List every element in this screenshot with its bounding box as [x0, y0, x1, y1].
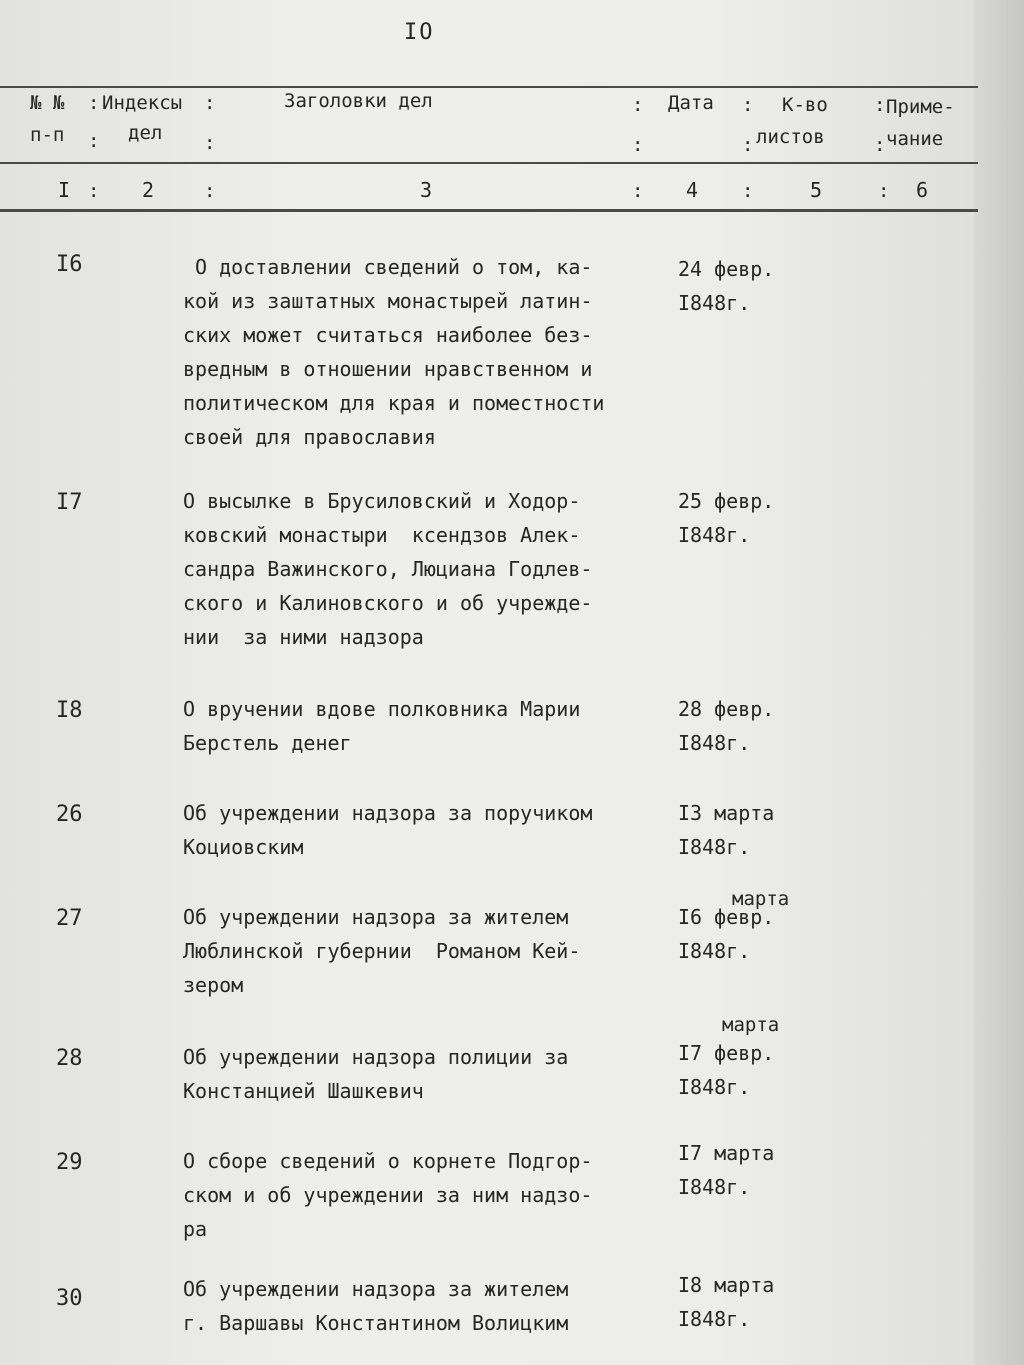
page-edge — [974, 0, 1024, 1365]
header-index-sublabel: дел — [128, 122, 163, 144]
header-separator: : — [874, 134, 886, 156]
column-number: 2 — [142, 178, 155, 202]
column-number: 4 — [686, 178, 699, 202]
header-separator: : — [632, 134, 644, 156]
date-correction: марта — [732, 888, 790, 910]
header-titles-label: Заголовки дел — [284, 90, 433, 112]
entry-number: 27 — [56, 906, 83, 931]
header-separator: : — [204, 132, 216, 154]
header-separator: : — [88, 92, 100, 114]
entry-number: 30 — [56, 1286, 83, 1311]
entry-date: I3 марта I848г. — [678, 801, 775, 859]
entry-title: О доставлении сведений о том, ка- кой из заштатных монастырей латин- ских может считаться наиболее без- вредным в отношении нравственном и политическом для края и поместности своей для православия — [183, 255, 605, 449]
date-correction: марта — [722, 1014, 780, 1036]
entry-date: I8 марта I848г. — [678, 1273, 775, 1331]
entry-date: 25 февр. I848г. — [678, 489, 775, 547]
header-separator: : — [874, 94, 886, 116]
entry-title: Об учреждении надзора полиции за Констанцией Шашкевич — [183, 1045, 569, 1103]
column-number: I — [58, 178, 71, 202]
column-number: 3 — [420, 178, 433, 202]
entry-number: 26 — [56, 802, 83, 827]
entry-number: 28 — [56, 1046, 83, 1071]
entry-date: I6 февр. I848г. — [678, 905, 775, 963]
column-separator: : — [204, 180, 216, 202]
header-notes-label: Приме- — [886, 96, 955, 118]
header-separator: : — [632, 94, 644, 116]
header-separator: : — [742, 94, 754, 116]
column-number: 6 — [916, 178, 929, 202]
entry-date: 28 февр. I848г. — [678, 697, 775, 755]
column-number-rule — [0, 209, 978, 212]
entry-title: Об учреждении надзора за жителем г. Варшавы Константином Волицким — [183, 1277, 569, 1335]
entry-title: О высылке в Брусиловский и Ходор- ковский монастыри ксендзов Алек- сандра Важинского, Люциана Годлев- ского и Калиновского и об учрежде- нии за ними надзора — [183, 489, 593, 649]
entry-title: Об учреждении надзора за поручиком Коциовским — [183, 801, 593, 859]
entry-date: 24 февр. I848г. — [678, 257, 775, 315]
header-separator: : — [88, 130, 100, 152]
entry-date: I7 февр. I848г. — [678, 1041, 775, 1099]
header-notes-sublabel: чание — [886, 128, 944, 150]
header-date-label: Дата — [668, 92, 714, 114]
column-number: 5 — [810, 178, 823, 202]
header-bottom-rule — [0, 162, 978, 164]
header-index-label: Индексы — [102, 92, 183, 114]
entry-number: I7 — [56, 490, 83, 515]
entry-title: О сборе сведений о корнете Подгор- ском и об учреждении за ним надзо- ра — [183, 1149, 593, 1241]
header-separator: : — [742, 134, 754, 156]
entry-number: 29 — [56, 1150, 83, 1175]
entry-date: I7 марта I848г. — [678, 1141, 775, 1199]
column-separator: : — [88, 180, 100, 202]
header-sheets-sublabel: листов — [756, 126, 825, 148]
entry-number: I6 — [56, 252, 83, 277]
entry-title: Об учреждении надзора за жителем Люблинской губернии Романом Кей- зером — [183, 905, 581, 997]
column-separator: : — [878, 180, 890, 202]
entry-title: О вручении вдове полковника Марии Берстель денег — [183, 697, 581, 755]
column-separator: : — [742, 180, 754, 202]
header-number-sublabel: п-п — [30, 124, 65, 146]
entry-number: I8 — [56, 698, 83, 723]
header-separator: : — [204, 92, 216, 114]
header-number-label: № № — [30, 92, 65, 114]
column-separator: : — [632, 180, 644, 202]
header-sheets-label: К-во — [782, 94, 828, 116]
page-number: IO — [404, 20, 435, 45]
